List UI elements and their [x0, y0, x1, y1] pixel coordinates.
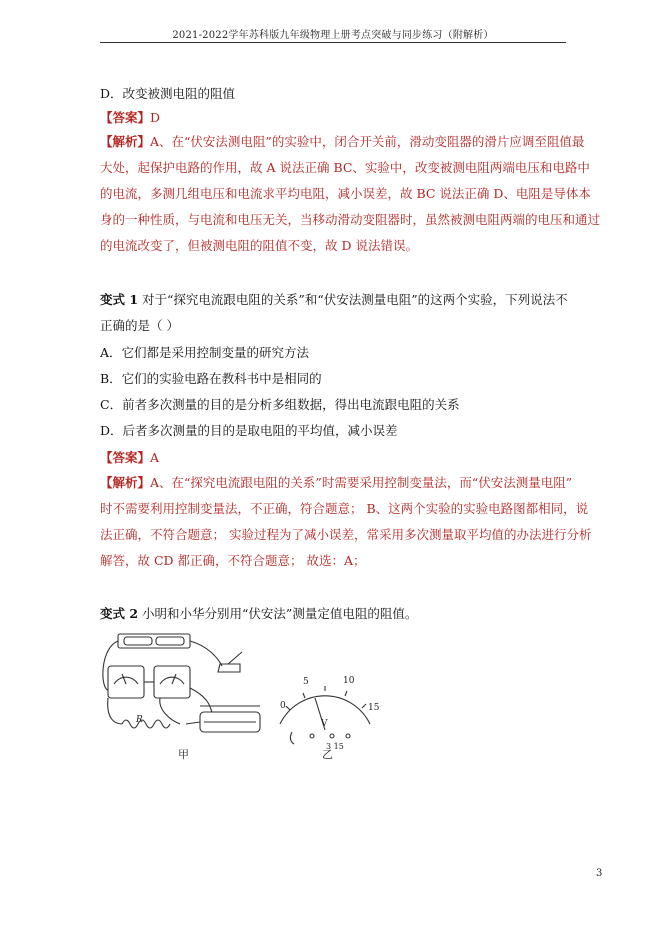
variant1-option-a: A．它们都是采用控制变量的研究方法	[100, 345, 310, 360]
resistor-label: R	[136, 715, 143, 725]
header-title: 2021-2022学年苏科版九年级物理上册考点突破与同步练习（附解析）	[172, 30, 494, 41]
meter-tick-0: 0	[280, 701, 286, 711]
variant1-analysis-label: 【解析】	[100, 475, 151, 490]
variant2-label: 变式 2	[100, 606, 139, 621]
circuit-figure-drawing	[100, 628, 400, 758]
variant1-answer	[100, 450, 159, 466]
meter-terminals: 3 15	[326, 742, 344, 751]
ammeter-icon	[108, 666, 144, 698]
variant1-option-b: B．它们的实验电路在教科书中是相同的	[100, 371, 322, 386]
prev-answer-value: D	[150, 110, 161, 125]
variant1-answer-label: 【答案】	[100, 450, 151, 465]
meter-tick-15: 15	[368, 703, 380, 713]
variant1-answer-value: A	[150, 450, 160, 465]
resistor-icon	[122, 720, 170, 728]
terminal-icon	[330, 734, 334, 738]
variant2-stem: 变式 2 小明和小华分别用“伏安法”测量定值电阻的阻值。	[100, 606, 418, 621]
terminal-icon	[310, 734, 314, 738]
figure-label-jia: 甲	[178, 748, 189, 761]
prev-analysis-line-1: 【解析】A、在“伏安法测电阻”的实验中，闭合开关前，滑动变阻器的滑片应调至阻值最	[100, 134, 585, 149]
circuit-figure	[100, 628, 400, 761]
variant1-analysis-line-3: 法正确，不符合题意； 实验过程为了减小误差，常采用多次测量取平均值的办法进行分析	[100, 527, 592, 542]
prev-analysis-line-5: 的电流改变了，但被测电阻的阻值不变，故 D 说法错误。	[100, 238, 418, 253]
meter-tick-10: 10	[343, 676, 355, 686]
meter-tick-5: 5	[303, 677, 309, 687]
voltmeter-icon	[154, 666, 190, 698]
variant1-stem-line-2: 正确的是（ ）	[100, 318, 179, 333]
prev-analysis-label: 【解析】	[100, 134, 151, 149]
meter-unit: V	[321, 719, 328, 729]
prev-option-d: D．改变被测电阻的阻值	[100, 86, 236, 101]
prev-answer-label: 【答案】	[100, 110, 151, 125]
battery-icon	[118, 634, 190, 648]
variant1-stem-line-1: 变式 1 对于“探究电流跟电阻的关系”和“伏安法测量电阻”的这两个实验，下列说法不	[100, 292, 568, 307]
prev-analysis-line-3: 的电流，多测几组电压和电流求平均电阻，减小误差，故 BC 说法正确 D、电阻是导体本	[100, 186, 591, 201]
prev-answer	[100, 110, 160, 126]
variant1-option-c: C．前者多次测量的目的是分析多组数据，得出电流跟电阻的关系	[100, 397, 460, 412]
terminal-icon	[346, 734, 350, 738]
variant1-label: 变式 1	[100, 292, 139, 307]
variant1-option-d: D．后者多次测量的目的是取电阻的平均值，减小误差	[100, 423, 398, 438]
variant1-analysis-line-4: 解答，故 CD 都正确，不符合题意； 故选：A；	[100, 553, 366, 568]
prev-analysis-line-4: 身的一种性质，与电流和电压无关，当移动滑动变阻器时，虽然被测电阻两端的电压和通过	[100, 212, 601, 227]
prev-analysis-line-2: 大处，起保护电路的作用，故 A 说法正确 BC、实验中，改变被测电阻两端电压和电路中	[100, 160, 590, 175]
header-rule	[100, 42, 566, 43]
variant1-analysis-line-2: 时不需要利用控制变量法，不正确，符合题意； B、这两个实验的实验电路图都相同，说	[100, 501, 589, 516]
variant1-analysis-line-1: 【解析】A、在“探究电流跟电阻的关系”时需要采用控制变量法，而“伏安法测量电阻”	[100, 475, 573, 490]
figure-label-yi: 乙	[322, 748, 333, 761]
page-number: 3	[596, 868, 603, 879]
